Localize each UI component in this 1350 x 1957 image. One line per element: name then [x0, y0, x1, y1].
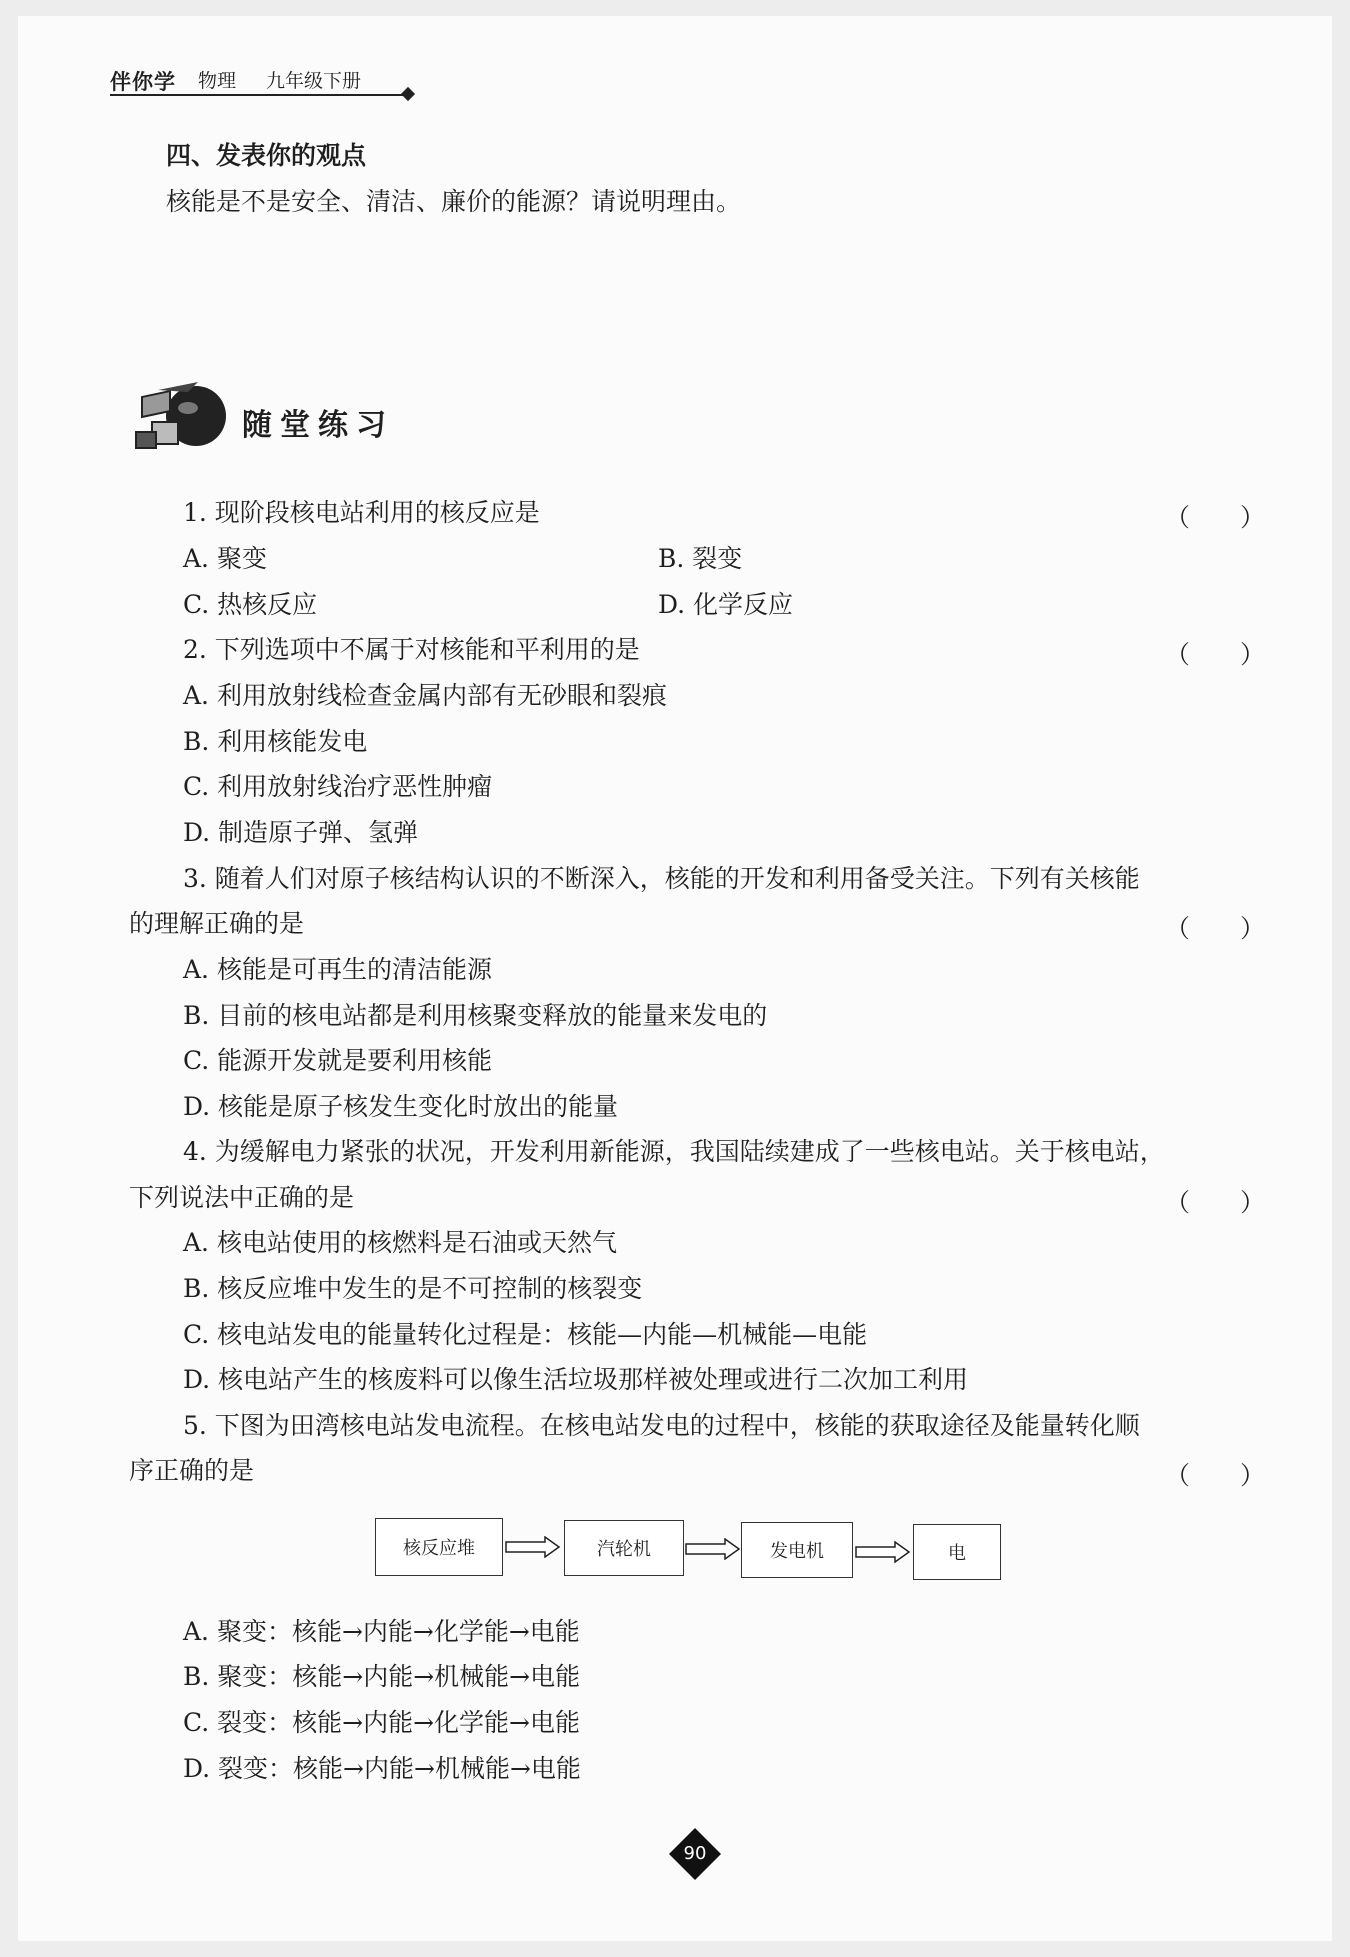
header-grade: 九年级下册 [266, 70, 362, 92]
answer-blank: （ ） [1165, 914, 1266, 943]
section-body: 核能是不是安全、清洁、廉价的能源？请说明理由。 [166, 187, 742, 216]
question-2-stem: 2. 下列选项中不属于对核能和平利用的是 [183, 635, 640, 664]
q1-option-d: D. 化学反应 [658, 590, 794, 619]
question-5-stem: 5. 下图为田湾核电站发电流程。在核电站发电的过程中，核能的获取途径及能量转化顺 [183, 1411, 1140, 1440]
q1-option-c: C. 热核反应 [183, 590, 318, 619]
q1-option-a: A. 聚变 [183, 544, 267, 573]
section-title: 四、发表你的观点 [166, 141, 367, 170]
q4-option-b: B. 核反应堆中发生的是不可控制的核裂变 [183, 1274, 643, 1303]
question-4-stem: 4. 为缓解电力紧张的状况，开发利用新能源，我国陆续建成了一些核电站。关于核电站， [183, 1137, 1165, 1166]
header-rule [110, 94, 410, 96]
flow-arrow-icon [505, 1536, 561, 1558]
q3-option-c: C. 能源开发就是要利用核能 [183, 1046, 493, 1075]
question-1-stem: 1. 现阶段核电站利用的核反应是 [183, 498, 540, 527]
flow-arrow-icon [855, 1541, 911, 1563]
header-subject: 物理 [198, 70, 237, 92]
practice-logo-icon [128, 370, 238, 464]
answer-blank: （ ） [1165, 1188, 1266, 1217]
answer-blank: （ ） [1165, 1461, 1266, 1490]
q1-option-b: B. 裂变 [658, 544, 743, 573]
flow-box-generator: 发电机 [741, 1522, 853, 1578]
q5-option-a: A. 聚变：核能→内能→化学能→电能 [183, 1617, 580, 1646]
q3-option-b: B. 目前的核电站都是利用核聚变释放的能量来发电的 [183, 1001, 768, 1030]
q2-option-b: B. 利用核能发电 [183, 727, 368, 756]
flow-box-turbine: 汽轮机 [564, 1520, 684, 1576]
q5-option-d: D. 裂变：核能→内能→机械能→电能 [183, 1754, 581, 1783]
q3-option-a: A. 核能是可再生的清洁能源 [183, 955, 492, 984]
q4-option-d: D. 核电站产生的核废料可以像生活垃圾那样被处理或进行二次加工利用 [183, 1365, 969, 1394]
header-brand: 伴你学 [110, 70, 176, 94]
question-5-stem-cont: 序正确的是 [129, 1456, 255, 1485]
answer-blank: （ ） [1165, 640, 1266, 669]
flow-box-reactor: 核反应堆 [375, 1518, 503, 1576]
page-number: 90 [683, 1843, 707, 1864]
question-4-stem-cont: 下列说法中正确的是 [129, 1183, 355, 1212]
q2-option-c: C. 利用放射线治疗恶性肿瘤 [183, 772, 493, 801]
question-3-stem: 3. 随着人们对原子核结构认识的不断深入，核能的开发和利用备受关注。下列有关核能 [183, 864, 1140, 893]
flow-box-electricity: 电 [913, 1524, 1001, 1580]
answer-blank: （ ） [1165, 503, 1266, 532]
flow-arrow-icon [685, 1538, 741, 1560]
q4-option-a: A. 核电站使用的核燃料是石油或天然气 [183, 1228, 617, 1257]
question-3-stem-cont: 的理解正确的是 [129, 909, 305, 938]
q3-option-d: D. 核能是原子核发生变化时放出的能量 [183, 1092, 619, 1121]
q2-option-d: D. 制造原子弹、氢弹 [183, 818, 419, 847]
q4-option-c: C. 核电站发电的能量转化过程是：核能—内能—机械能—电能 [183, 1320, 868, 1349]
q5-option-b: B. 聚变：核能→内能→机械能→电能 [183, 1662, 581, 1691]
q5-option-c: C. 裂变：核能→内能→化学能→电能 [183, 1708, 580, 1737]
q2-option-a: A. 利用放射线检查金属内部有无砂眼和裂痕 [183, 681, 667, 710]
practice-title: 随堂练习 [242, 408, 394, 443]
